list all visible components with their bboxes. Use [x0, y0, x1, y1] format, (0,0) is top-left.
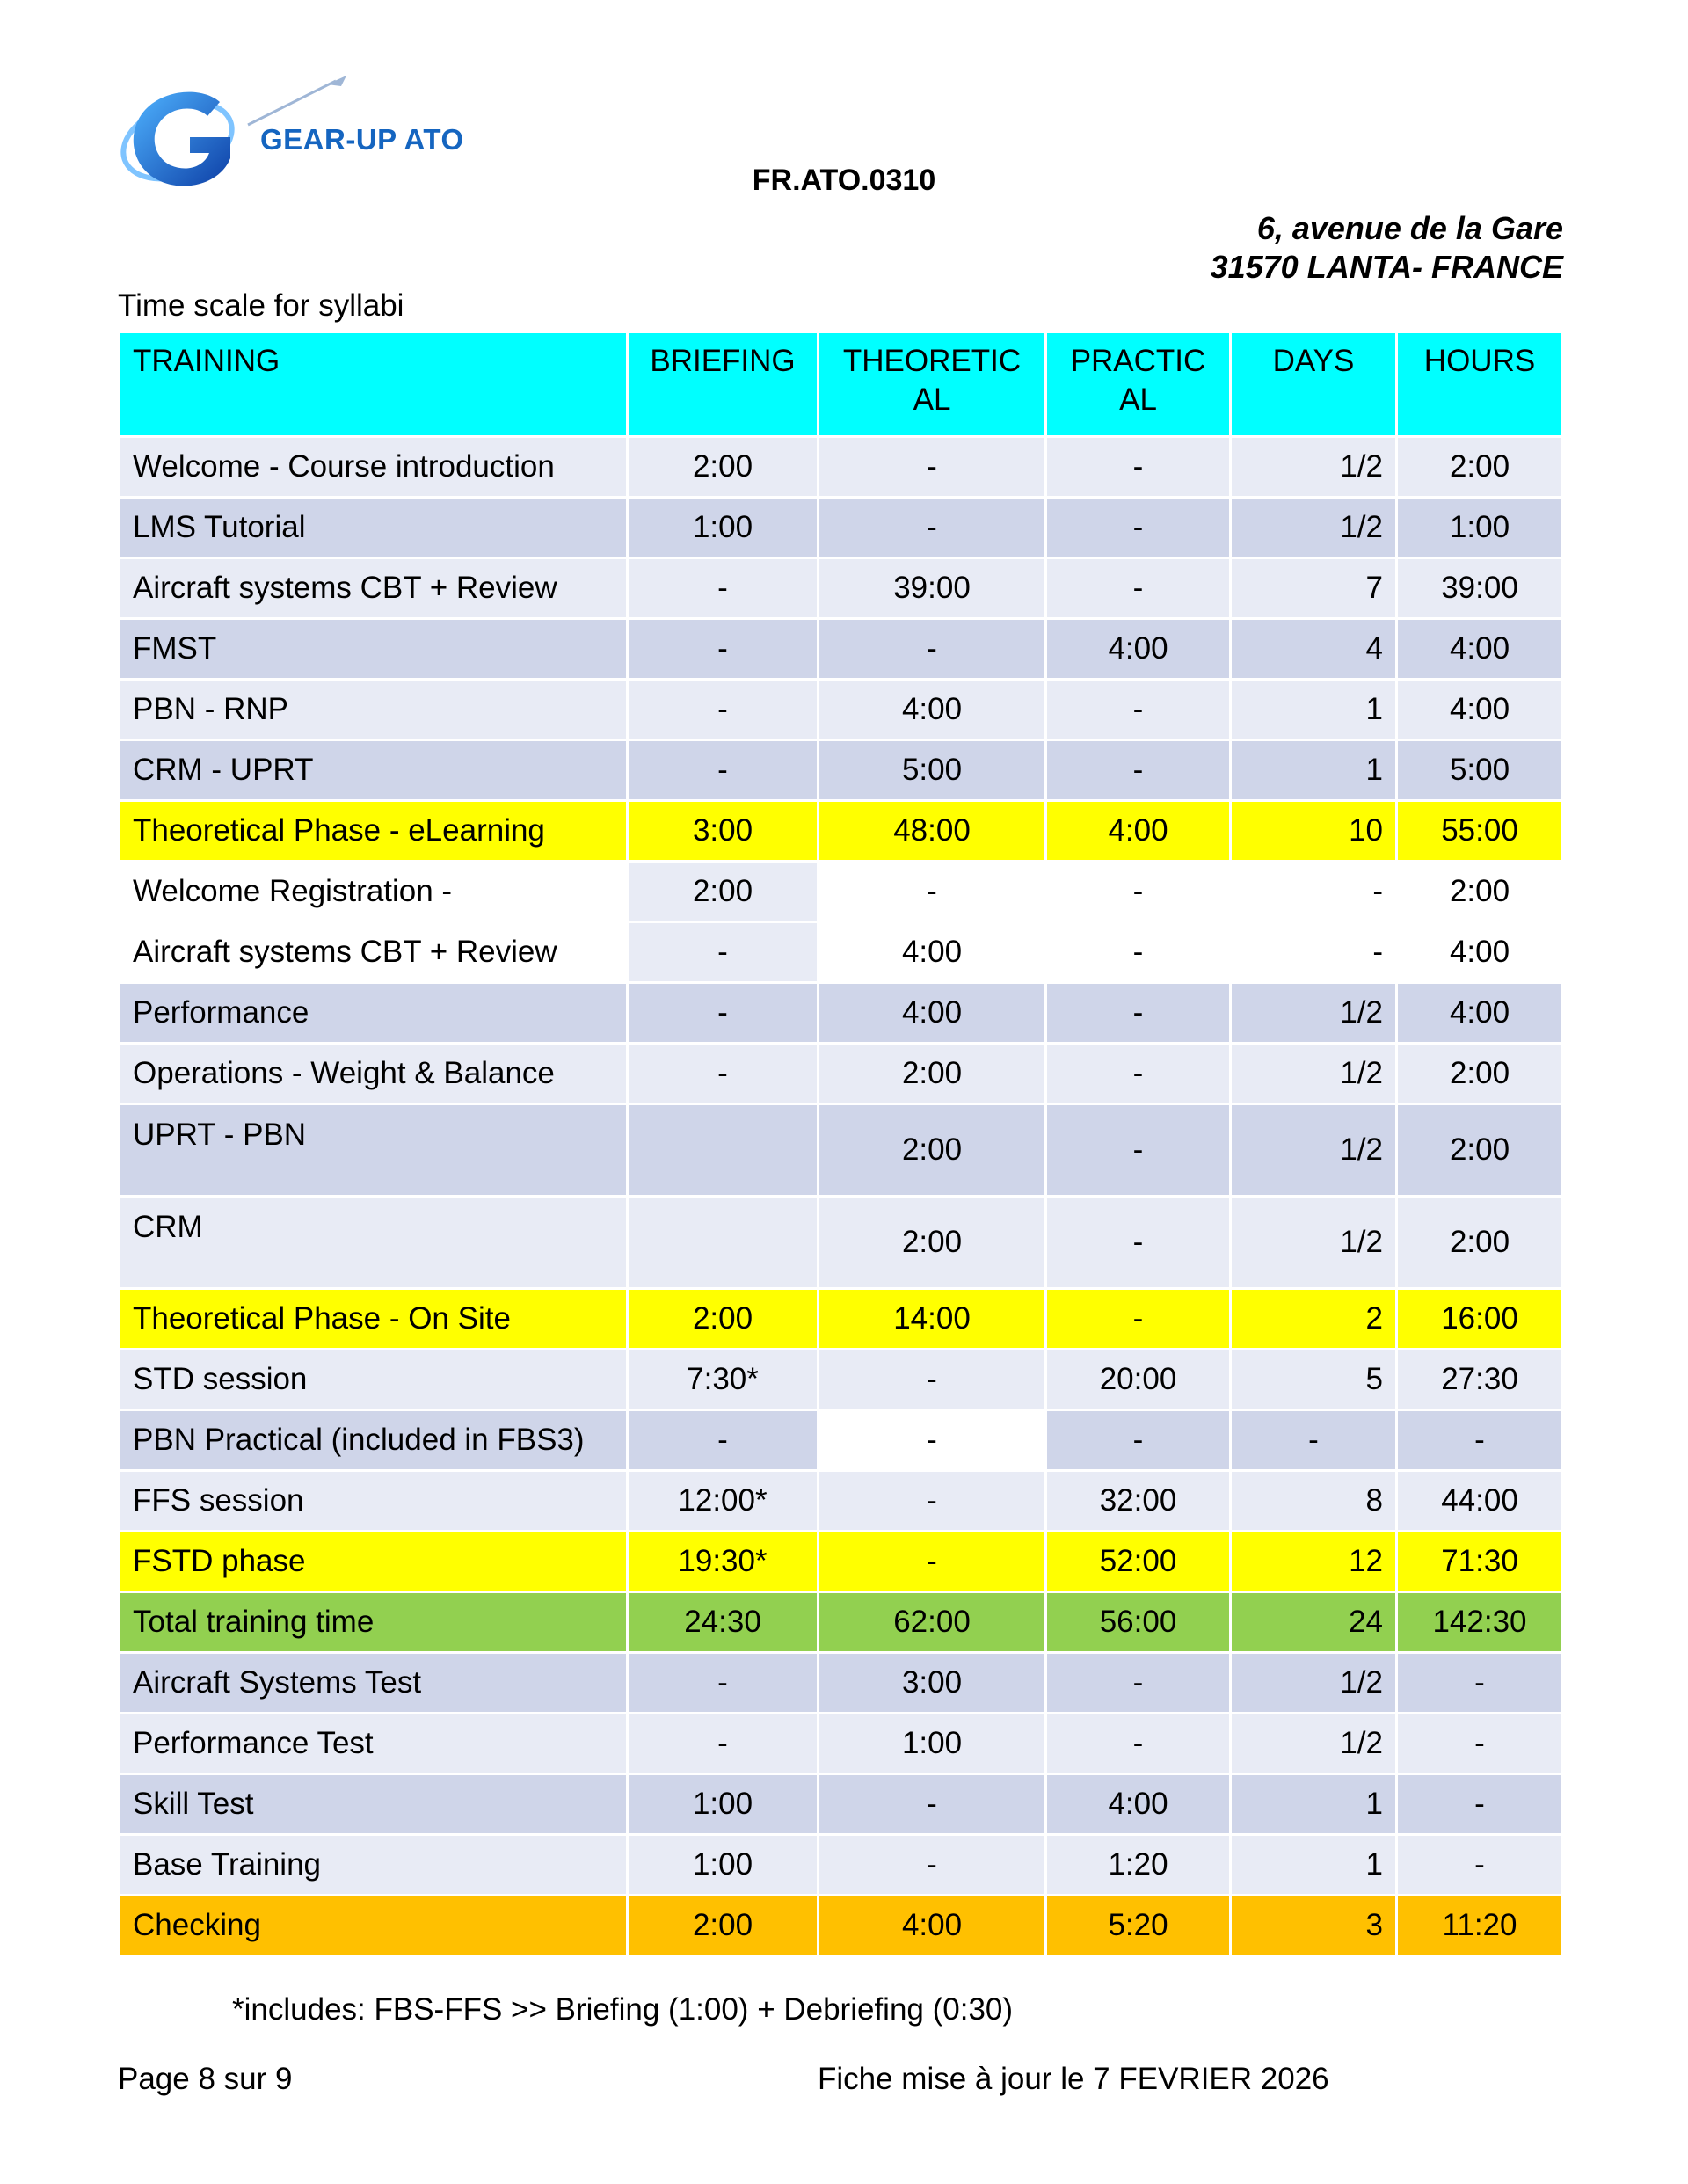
cell-briefing: 1:00 [628, 498, 819, 558]
cell-training: Welcome - Course introduction [120, 437, 628, 498]
cell-theoretical: 5:00 [819, 740, 1046, 801]
cell-briefing: 2:00 [628, 1896, 819, 1956]
cell-days: 1/2 [1231, 1104, 1397, 1197]
cell-hours: - [1397, 1774, 1563, 1835]
cell-hours: 11:20 [1397, 1896, 1563, 1956]
cell-training: Aircraft systems CBT + Review [120, 922, 628, 983]
cell-practical: 5:20 [1046, 1896, 1231, 1956]
cell-days: 1 [1231, 1774, 1397, 1835]
cell-days: 8 [1231, 1471, 1397, 1532]
cell-hours: 2:00 [1397, 1197, 1563, 1289]
cell-hours: 4:00 [1397, 680, 1563, 740]
cell-hours: 4:00 [1397, 922, 1563, 983]
table-header-row [120, 332, 1563, 437]
cell-days: 1 [1231, 680, 1397, 740]
subtotal-row [120, 1532, 1563, 1592]
page-title: Time scale for syllabi [118, 288, 404, 323]
address-line-2: 31570 LANTA- FRANCE [1210, 249, 1563, 285]
cell-theoretical: 2:00 [819, 1104, 1046, 1197]
cell-days: 1/2 [1231, 1197, 1397, 1289]
cell-briefing: 24:30 [628, 1592, 819, 1653]
cell-theoretical: 3:00 [819, 1653, 1046, 1714]
cell-hours: 1:00 [1397, 498, 1563, 558]
update-date: Fiche mise à jour le 7 FEVRIER 2026 [818, 2062, 1329, 2096]
cell-practical: 4:00 [1046, 619, 1231, 680]
cell-theoretical: 14:00 [819, 1289, 1046, 1350]
header-theoretical: THEORETIC AL [819, 332, 1046, 437]
cell-days: 1/2 [1231, 1044, 1397, 1104]
cell-days: 12 [1231, 1532, 1397, 1592]
table-row [120, 1350, 1563, 1410]
cell-days: 10 [1231, 801, 1397, 862]
table-row [120, 983, 1563, 1044]
table-row [120, 1197, 1563, 1289]
cell-training: Performance Test [120, 1714, 628, 1774]
table-row [120, 558, 1563, 619]
cell-days: 1/2 [1231, 1714, 1397, 1774]
cell-theoretical: - [819, 862, 1046, 922]
cell-days: 24 [1231, 1592, 1397, 1653]
cell-training: FFS session [120, 1471, 628, 1532]
cell-days: 4 [1231, 619, 1397, 680]
cell-practical: - [1046, 983, 1231, 1044]
cell-training: Operations - Weight & Balance [120, 1044, 628, 1104]
table-row [120, 498, 1563, 558]
cell-briefing: 1:00 [628, 1774, 819, 1835]
cell-training: Theoretical Phase - eLearning [120, 801, 628, 862]
subtotal-row [120, 1896, 1563, 1956]
cell-hours: 44:00 [1397, 1471, 1563, 1532]
cell-training: Theoretical Phase - On Site [120, 1289, 628, 1350]
subtotal-row [120, 1289, 1563, 1350]
cell-briefing [628, 1104, 819, 1197]
cell-practical: - [1046, 1410, 1231, 1471]
cell-theoretical: 4:00 [819, 680, 1046, 740]
cell-days: - [1231, 922, 1397, 983]
cell-practical: 56:00 [1046, 1592, 1231, 1653]
cell-briefing: 7:30* [628, 1350, 819, 1410]
cell-theoretical: 2:00 [819, 1197, 1046, 1289]
cell-hours: 5:00 [1397, 740, 1563, 801]
cell-training: Total training time [120, 1592, 628, 1653]
cell-days: 5 [1231, 1350, 1397, 1410]
cell-briefing: - [628, 1044, 819, 1104]
cell-briefing: - [628, 1714, 819, 1774]
cell-theoretical: 2:00 [819, 1044, 1046, 1104]
address [1211, 209, 1563, 287]
header-practical: PRACTIC AL [1046, 332, 1231, 437]
footnote: *includes: FBS-FFS >> Briefing (1:00) + Debriefing (0:30) [232, 1992, 1014, 2027]
cell-hours: 55:00 [1397, 801, 1563, 862]
cell-briefing: - [628, 558, 819, 619]
table-row [120, 1471, 1563, 1532]
cell-hours: 2:00 [1397, 1104, 1563, 1197]
cell-theoretical: - [819, 1410, 1046, 1471]
cell-briefing: 2:00 [628, 1289, 819, 1350]
cell-hours: 4:00 [1397, 983, 1563, 1044]
cell-training: PBN - RNP [120, 680, 628, 740]
cell-briefing: 2:00 [628, 437, 819, 498]
cell-hours: - [1397, 1714, 1563, 1774]
table-row [120, 922, 1563, 983]
cell-practical: 20:00 [1046, 1350, 1231, 1410]
cell-training: Checking [120, 1896, 628, 1956]
cell-practical: - [1046, 558, 1231, 619]
cell-hours: 27:30 [1397, 1350, 1563, 1410]
table-row [120, 619, 1563, 680]
cell-days: - [1231, 1410, 1397, 1471]
table-row [120, 740, 1563, 801]
page-number: Page 8 sur 9 [118, 2062, 293, 2096]
cell-practical: - [1046, 1653, 1231, 1714]
cell-days: 1/2 [1231, 437, 1397, 498]
cell-hours: 2:00 [1397, 1044, 1563, 1104]
cell-practical: 32:00 [1046, 1471, 1231, 1532]
cell-theoretical: 4:00 [819, 1896, 1046, 1956]
cell-training: Base Training [120, 1835, 628, 1896]
cell-training: PBN Practical (included in FBS3) [120, 1410, 628, 1471]
cell-training: Aircraft Systems Test [120, 1653, 628, 1714]
cell-hours: 39:00 [1397, 558, 1563, 619]
table-row [120, 1714, 1563, 1774]
cell-hours: 71:30 [1397, 1532, 1563, 1592]
cell-briefing: 3:00 [628, 801, 819, 862]
cell-practical: - [1046, 1289, 1231, 1350]
table-row [120, 1104, 1563, 1197]
cell-theoretical: - [819, 1350, 1046, 1410]
cell-practical: - [1046, 862, 1231, 922]
table-row [120, 1774, 1563, 1835]
cell-theoretical: 48:00 [819, 801, 1046, 862]
header-briefing: BRIEFING [628, 332, 819, 437]
cell-briefing: - [628, 619, 819, 680]
cell-hours: 2:00 [1397, 862, 1563, 922]
cell-practical: - [1046, 922, 1231, 983]
cell-training: Welcome Registration - [120, 862, 628, 922]
cell-training: UPRT - PBN [120, 1104, 628, 1197]
table-row [120, 1653, 1563, 1714]
header-days: DAYS [1231, 332, 1397, 437]
cell-hours: - [1397, 1653, 1563, 1714]
address-line-1: 6, avenue de la Gare [1256, 210, 1563, 246]
cell-training: Skill Test [120, 1774, 628, 1835]
cell-training: STD session [120, 1350, 628, 1410]
cell-training: LMS Tutorial [120, 498, 628, 558]
cell-hours: - [1397, 1835, 1563, 1896]
cell-days: 7 [1231, 558, 1397, 619]
cell-briefing: - [628, 680, 819, 740]
header-hours: HOURS [1397, 332, 1563, 437]
cell-briefing: 2:00 [628, 862, 819, 922]
document-reference: FR.ATO.0310 [752, 164, 936, 197]
header-training: TRAINING [120, 332, 628, 437]
cell-training: FSTD phase [120, 1532, 628, 1592]
cell-training: CRM - UPRT [120, 740, 628, 801]
cell-briefing: - [628, 740, 819, 801]
cell-days: 3 [1231, 1896, 1397, 1956]
table-row [120, 1410, 1563, 1471]
cell-practical: - [1046, 437, 1231, 498]
cell-theoretical: - [819, 1532, 1046, 1592]
cell-practical: - [1046, 680, 1231, 740]
table-row [120, 1044, 1563, 1104]
cell-practical: 4:00 [1046, 1774, 1231, 1835]
cell-hours: 142:30 [1397, 1592, 1563, 1653]
cell-training: CRM [120, 1197, 628, 1289]
cell-hours: 2:00 [1397, 437, 1563, 498]
cell-hours: - [1397, 1410, 1563, 1471]
cell-theoretical: - [819, 1471, 1046, 1532]
syllabus-time-table [118, 331, 1564, 1957]
cell-briefing: 12:00* [628, 1471, 819, 1532]
cell-days: 1/2 [1231, 498, 1397, 558]
cell-practical: - [1046, 740, 1231, 801]
cell-theoretical: - [819, 498, 1046, 558]
logo-text: GEAR-UP ATO [260, 123, 464, 156]
cell-days: 2 [1231, 1289, 1397, 1350]
cell-days: - [1231, 862, 1397, 922]
cell-briefing: - [628, 983, 819, 1044]
cell-briefing: 1:00 [628, 1835, 819, 1896]
table-row [120, 437, 1563, 498]
cell-hours: 16:00 [1397, 1289, 1563, 1350]
subtotal-row [120, 801, 1563, 862]
cell-theoretical: 62:00 [819, 1592, 1046, 1653]
cell-practical: - [1046, 1044, 1231, 1104]
cell-practical: - [1046, 1714, 1231, 1774]
cell-briefing: - [628, 1410, 819, 1471]
table-row [120, 680, 1563, 740]
cell-training: FMST [120, 619, 628, 680]
cell-practical: - [1046, 1197, 1231, 1289]
cell-days: 1 [1231, 740, 1397, 801]
cell-days: 1 [1231, 1835, 1397, 1896]
cell-briefing [628, 1197, 819, 1289]
cell-practical: 4:00 [1046, 801, 1231, 862]
cell-practical: - [1046, 498, 1231, 558]
cell-days: 1/2 [1231, 1653, 1397, 1714]
cell-practical: - [1046, 1104, 1231, 1197]
cell-hours: 4:00 [1397, 619, 1563, 680]
table-row [120, 1835, 1563, 1896]
table-row [120, 862, 1563, 922]
cell-theoretical: - [819, 437, 1046, 498]
cell-practical: 1:20 [1046, 1835, 1231, 1896]
cell-theoretical: 4:00 [819, 983, 1046, 1044]
cell-briefing: 19:30* [628, 1532, 819, 1592]
cell-training: Performance [120, 983, 628, 1044]
cell-theoretical: - [819, 1835, 1046, 1896]
cell-theoretical: - [819, 1774, 1046, 1835]
cell-theoretical: - [819, 619, 1046, 680]
cell-briefing: - [628, 1653, 819, 1714]
cell-theoretical: 1:00 [819, 1714, 1046, 1774]
cell-practical: 52:00 [1046, 1532, 1231, 1592]
cell-days: 1/2 [1231, 983, 1397, 1044]
total-row [120, 1592, 1563, 1653]
cell-training: Aircraft systems CBT + Review [120, 558, 628, 619]
cell-theoretical: 39:00 [819, 558, 1046, 619]
cell-briefing: - [628, 922, 819, 983]
cell-theoretical: 4:00 [819, 922, 1046, 983]
